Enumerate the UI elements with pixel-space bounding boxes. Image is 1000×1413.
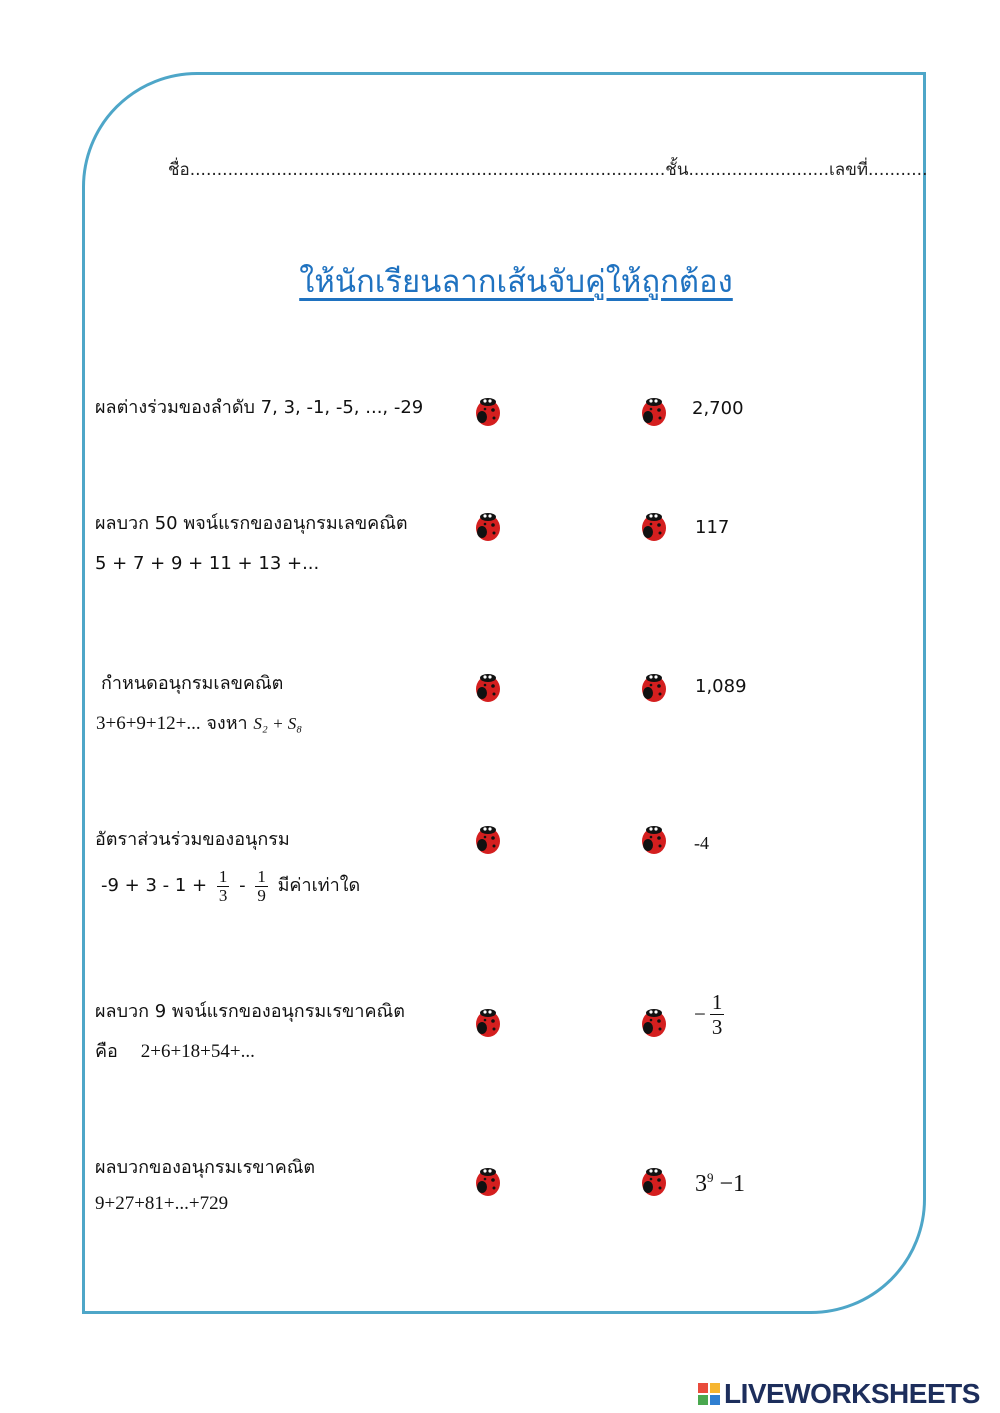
page-title: ให้นักเรียนลากเส้นจับคู่ให้ถูกต้อง [299, 264, 733, 300]
ladybug-right-point-4[interactable] [641, 825, 667, 855]
question-expression: 3+6+9+12+... [96, 713, 201, 734]
student-info-line [168, 156, 927, 183]
numerator: 1 [218, 866, 228, 886]
logo-tiles-icon [698, 1383, 720, 1405]
ladybug-left-point-2[interactable] [475, 512, 501, 542]
number-field[interactable]: ........... [868, 160, 928, 180]
ladybug-left-point-4[interactable] [475, 825, 501, 855]
answer-6 [695, 1170, 745, 1198]
question-text: ผลบวกของอนุกรมเรขาคณิต [95, 1157, 316, 1178]
question-3 [96, 664, 303, 744]
fraction [255, 868, 268, 905]
minus-sign: - [239, 875, 246, 896]
minus-sign: − [694, 1002, 706, 1026]
question-expression: 2+6+18+54+... [140, 1041, 255, 1062]
ladybug-right-point-2[interactable] [641, 512, 667, 542]
ladybug-icon [641, 1167, 667, 1197]
ladybug-icon [641, 1008, 667, 1038]
fraction [217, 868, 230, 905]
numerator: 1 [257, 866, 266, 886]
answer-1: 2,700 [692, 398, 744, 419]
question-4 [95, 820, 360, 906]
question-text: จงหา [206, 713, 248, 734]
question-expression: S₂ + S₈ [253, 714, 303, 733]
ladybug-icon [641, 825, 667, 855]
base: 3 [695, 1171, 707, 1197]
ladybug-icon [475, 397, 501, 427]
expression-rest: −1 [719, 1171, 746, 1197]
ladybug-icon [641, 397, 667, 427]
number-label: เลขที่ [828, 160, 869, 180]
ladybug-icon [641, 673, 667, 703]
exponent: 9 [707, 1170, 714, 1185]
ladybug-left-point-6[interactable] [475, 1167, 501, 1197]
denominator: 3 [711, 1015, 723, 1039]
question-text: มีค่าเท่าใด [277, 875, 361, 896]
ladybug-left-point-1[interactable] [475, 397, 501, 427]
question-2 [95, 504, 408, 584]
answer-5 [694, 990, 728, 1039]
liveworksheets-logo [698, 1378, 980, 1410]
question-text: ผลบวก 9 พจน์แรกของอนุกรมเรขาคณิต [95, 1001, 405, 1022]
question-text: คือ [95, 1041, 118, 1062]
logo-text: LIVEWORKSHEETS [724, 1378, 980, 1409]
denominator: 3 [218, 885, 228, 905]
ladybug-icon [475, 1008, 501, 1038]
ladybug-right-point-3[interactable] [641, 673, 667, 703]
question-text: อัตราส่วนร่วมของอนุกรม [95, 829, 290, 850]
ladybug-icon [475, 512, 501, 542]
question-5 [95, 992, 405, 1072]
question-expression: 5 + 7 + 9 + 11 + 13 +... [95, 553, 320, 574]
ladybug-icon [475, 825, 501, 855]
class-field[interactable]: .......................... [688, 160, 829, 180]
question-text: ผลต่างร่วมของลำดับ 7, 3, -1, -5, ..., -29 [95, 397, 424, 418]
ladybug-right-point-1[interactable] [641, 397, 667, 427]
name-label: ชื่อ [168, 160, 190, 180]
ladybug-right-point-6[interactable] [641, 1167, 667, 1197]
numerator: 1 [711, 990, 723, 1014]
denominator: 9 [257, 885, 266, 905]
ladybug-icon [475, 1167, 501, 1197]
question-text: กำหนดอนุกรมเลขคณิต [101, 673, 284, 694]
question-1 [95, 388, 423, 428]
ladybug-left-point-5[interactable] [475, 1008, 501, 1038]
question-text: ผลบวก 50 พจน์แรกของอนุกรมเลขคณิต [95, 513, 408, 534]
answer-3: 1,089 [695, 676, 747, 697]
name-field[interactable]: ........................................................................................ [189, 160, 666, 180]
class-label: ชั้น [665, 160, 689, 180]
fraction [710, 990, 725, 1039]
ladybug-icon [475, 673, 501, 703]
question-expression: 9+27+81+...+729 [95, 1193, 229, 1214]
question-expression: -9 + 3 - 1 + [101, 875, 208, 896]
ladybug-icon [641, 512, 667, 542]
ladybug-left-point-3[interactable] [475, 673, 501, 703]
answer-2: 117 [695, 517, 730, 538]
answer-4: -4 [694, 833, 709, 853]
question-6 [95, 1150, 315, 1222]
ladybug-right-point-5[interactable] [641, 1008, 667, 1038]
